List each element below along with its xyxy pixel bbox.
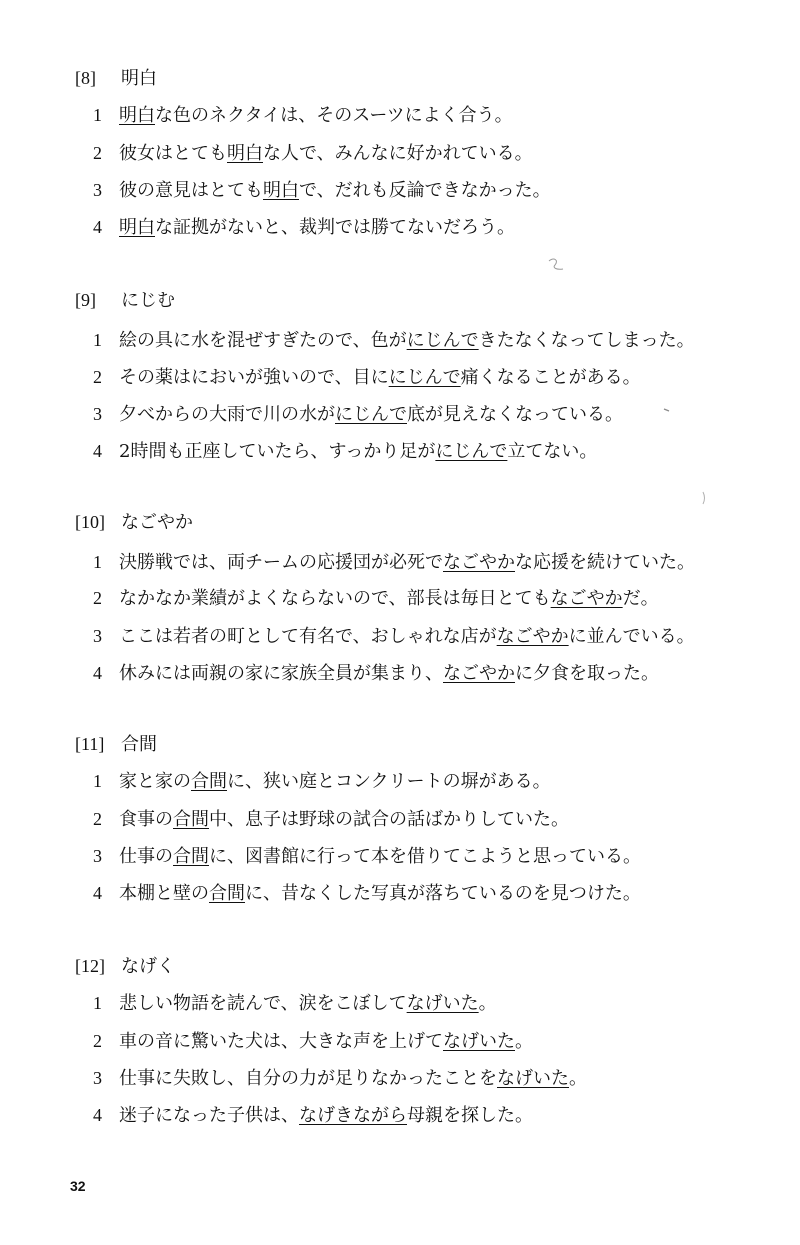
underlined-word: にじんで	[406, 330, 479, 351]
pencil-mark	[700, 490, 708, 506]
option-3	[93, 621, 695, 651]
option-4	[93, 1100, 533, 1130]
underlined-word: なごやか	[550, 588, 623, 609]
option-number: 1	[93, 552, 102, 572]
underlined-word: にじんで	[335, 404, 407, 425]
option-text-after: な証拠がないと、裁判では勝てないだろう。	[155, 217, 515, 238]
underlined-word: 明白	[119, 105, 155, 126]
option-text-before: 絵の具に水を混ぜすぎたので、色が	[119, 330, 407, 351]
underlined-word: 明白	[227, 143, 263, 164]
option-number: 1	[93, 993, 102, 1013]
page-number: 32	[70, 1178, 86, 1194]
option-text-after: きたなくなってしまった。	[478, 330, 695, 351]
option-1	[93, 100, 513, 130]
option-1	[93, 988, 497, 1018]
option-number: 2	[93, 1031, 102, 1051]
option-text-before: 家と家の	[119, 771, 191, 792]
option-text-after: 。	[478, 993, 497, 1014]
option-number: 1	[93, 771, 102, 791]
option-text-after: な人で、みんなに好かれている。	[263, 143, 533, 164]
underlined-word: 明白	[263, 180, 299, 201]
option-number: 4	[93, 883, 102, 903]
question-header	[75, 729, 157, 759]
option-text-before: 仕事の	[119, 846, 173, 867]
underlined-word: 合間	[173, 846, 209, 867]
option-number: 3	[93, 626, 102, 646]
underlined-word: なごやか	[443, 552, 515, 573]
option-number: 2	[93, 143, 102, 163]
option-1	[93, 766, 551, 796]
option-text-after: 。	[569, 1068, 587, 1089]
option-3	[93, 1063, 587, 1093]
option-number: 4	[93, 217, 102, 237]
underlined-word: なげいた	[443, 1031, 515, 1052]
option-text-before: 悲しい物語を読んで、涙をこぼして	[119, 993, 407, 1014]
pencil-mark	[546, 256, 568, 274]
option-number: 1	[93, 105, 102, 125]
option-3	[93, 399, 623, 429]
underlined-word: にじんで	[388, 367, 461, 388]
option-number: 1	[93, 330, 102, 350]
option-text-after: 。	[515, 1031, 533, 1052]
question-number: [12]	[75, 956, 105, 976]
question-word: 明白	[121, 68, 157, 89]
question-header	[75, 63, 157, 93]
option-text-before: 彼の意見はとても	[119, 180, 263, 201]
option-text-after: で、だれも反論できなかった。	[299, 180, 551, 201]
option-text-after: 底が見えなくなっている。	[407, 404, 623, 425]
question-word: なごやか	[121, 512, 193, 533]
option-text-before: 仕事に失敗し、自分の力が足りなかったことを	[119, 1068, 497, 1089]
option-number: 3	[93, 180, 102, 200]
option-number: 2	[93, 588, 102, 608]
underlined-word: なごやか	[496, 626, 569, 647]
option-number: 3	[93, 1068, 102, 1088]
question-word: にじむ	[121, 290, 175, 311]
underlined-word: なげいた	[406, 993, 479, 1014]
option-text-before: 決勝戦では、両チームの応援団が必死で	[119, 552, 443, 573]
question-number: [10]	[75, 512, 105, 532]
underlined-word: 合間	[191, 771, 227, 792]
option-number: 4	[93, 663, 102, 683]
option-text-before: 夕べからの大雨で川の水が	[119, 404, 335, 425]
underlined-word: なごやか	[443, 663, 515, 684]
option-3	[93, 841, 641, 871]
option-2	[93, 804, 569, 834]
option-text-after: に、図書館に行って本を借りてこようと思っている。	[209, 846, 641, 867]
question-header	[75, 951, 175, 981]
question-number: [11]	[75, 734, 105, 754]
option-text-after: に並んでいる。	[568, 626, 695, 647]
question-header	[75, 285, 175, 315]
underlined-word: なげきながら	[299, 1105, 407, 1126]
option-number: 3	[93, 846, 102, 866]
option-text-before: ここは若者の町として有名で、おしゃれな店が	[119, 626, 497, 647]
option-text-before: 休みには両親の家に家族全員が集まり、	[119, 663, 443, 684]
option-4	[93, 878, 641, 908]
option-text-before: 食事の	[119, 809, 173, 830]
option-text-after: だ。	[622, 588, 659, 609]
option-text-before: その薬はにおいが強いので、目に	[119, 367, 389, 388]
underlined-word: 明白	[119, 217, 155, 238]
underlined-word: なげいた	[497, 1068, 569, 1089]
option-text-after: 痛くなることがある。	[460, 367, 641, 388]
pencil-mark	[662, 404, 672, 414]
option-text-after: 中、息子は野球の試合の話ばかりしていた。	[209, 809, 569, 830]
option-4	[93, 436, 597, 466]
option-number: 2	[93, 367, 102, 387]
option-number: 4	[93, 441, 102, 461]
option-text-before: 本棚と壁の	[119, 883, 209, 904]
option-2	[93, 362, 641, 392]
underlined-word: 合間	[173, 809, 209, 830]
option-text-after: 母親を探した。	[407, 1105, 533, 1126]
option-3	[93, 175, 551, 205]
option-text-after: な色のネクタイは、そのスーツによく合う。	[155, 105, 513, 126]
option-text-before: 2時間も正座していたら、すっかり足が	[119, 441, 436, 462]
underlined-word: にじんで	[435, 441, 508, 462]
option-2	[93, 1026, 533, 1056]
question-number: [8]	[75, 68, 96, 88]
option-1	[93, 325, 695, 355]
option-text-after: な応援を続けていた。	[515, 552, 695, 573]
question-word: なげく	[121, 956, 175, 977]
underlined-word: 合間	[209, 883, 245, 904]
option-text-after: 立てない。	[507, 441, 598, 462]
option-text-before: 車の音に驚いた犬は、大きな声を上げて	[119, 1031, 443, 1052]
option-4	[93, 212, 515, 242]
option-number: 4	[93, 1105, 102, 1125]
option-text-before: なかなか業績がよくならないので、部長は毎日とても	[119, 588, 551, 609]
option-1	[93, 547, 695, 577]
question-header	[75, 507, 193, 537]
option-text-after: に夕食を取った。	[515, 663, 659, 684]
option-text-after: に、昔なくした写真が落ちているのを見つけた。	[245, 883, 641, 904]
option-text-after: に、狭い庭とコンクリートの塀がある。	[227, 771, 551, 792]
option-number: 2	[93, 809, 102, 829]
option-2	[93, 138, 533, 168]
question-word: 合間	[121, 734, 157, 755]
question-number: [9]	[75, 290, 96, 310]
option-number: 3	[93, 404, 102, 424]
option-text-before: 迷子になった子供は、	[119, 1105, 299, 1126]
option-4	[93, 658, 659, 688]
option-2	[93, 583, 659, 613]
option-text-before: 彼女はとても	[119, 143, 227, 164]
